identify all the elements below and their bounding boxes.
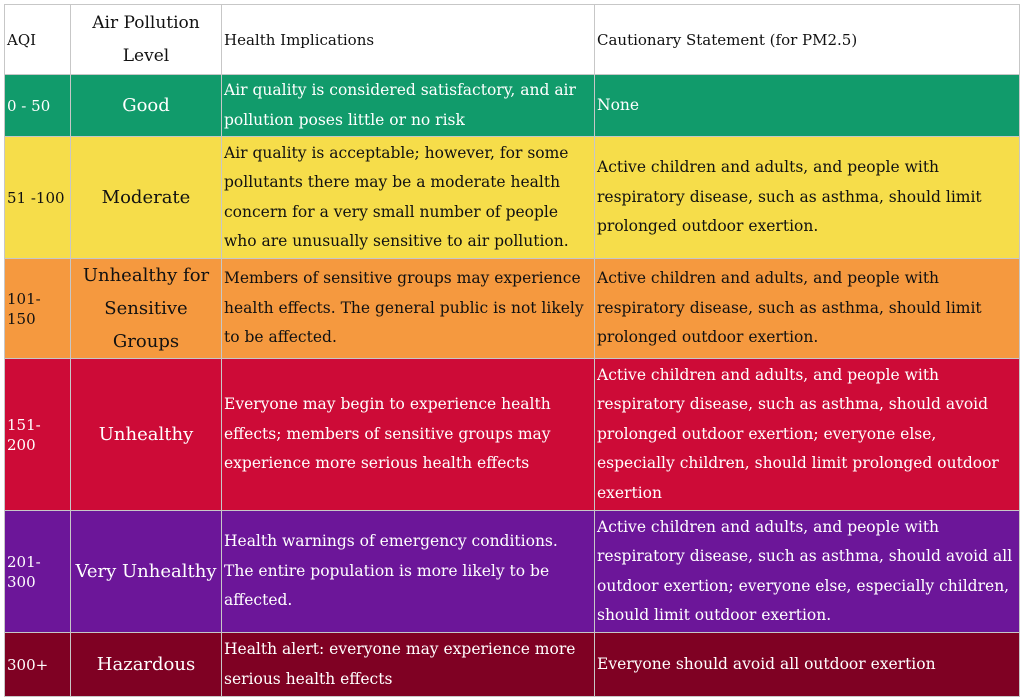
pollution-level-cell: Unhealthy <box>71 359 222 511</box>
aqi-range-cell: 101-150 <box>5 259 71 359</box>
header-cautionary-statement: Cautionary Statement (for PM2.5) <box>595 5 1020 75</box>
aqi-table <box>4 4 1020 697</box>
health-implications-cell: Air quality is acceptable; however, for some pollutants there may be a moderate health concern for a very small number of people who are unusually sensitive to air pollution. <box>222 137 595 259</box>
table-row-moderate <box>5 137 1020 259</box>
cautionary-statement-cell: None <box>595 75 1020 137</box>
table-body <box>5 75 1020 697</box>
cautionary-statement-cell: Active children and adults, and people with respiratory disease, such as asthma, should avoid all outdoor exertion; everyone else, especially children, should limit outdoor exertion. <box>595 511 1020 633</box>
header-aqi: AQI <box>5 5 71 75</box>
health-implications-cell: Health alert: everyone may experience more serious health effects <box>222 633 595 697</box>
table-row-hazardous <box>5 633 1020 697</box>
cautionary-statement-cell: Active children and adults, and people with respiratory disease, such as asthma, should avoid prolonged outdoor exertion; everyone else, especially children, should limit prolonged outdoor exertion <box>595 359 1020 511</box>
health-implications-cell: Members of sensitive groups may experience health effects. The general public is not likely to be affected. <box>222 259 595 359</box>
health-implications-cell: Health warnings of emergency conditions. The entire population is more likely to be affected. <box>222 511 595 633</box>
cautionary-statement-cell: Active children and adults, and people with respiratory disease, such as asthma, should limit prolonged outdoor exertion. <box>595 137 1020 259</box>
pollution-level-cell: Moderate <box>71 137 222 259</box>
table-row-very-unhealthy <box>5 511 1020 633</box>
table-row-unhealthy-for-sensitive-groups <box>5 259 1020 359</box>
pollution-level-cell: Good <box>71 75 222 137</box>
aqi-range-cell: 0 - 50 <box>5 75 71 137</box>
cautionary-statement-cell: Everyone should avoid all outdoor exertion <box>595 633 1020 697</box>
header-air-pollution-level: Air Pollution Level <box>71 5 222 75</box>
table-row-unhealthy <box>5 359 1020 511</box>
aqi-range-cell: 201-300 <box>5 511 71 633</box>
table-header <box>5 5 1020 75</box>
aqi-range-cell: 151-200 <box>5 359 71 511</box>
cautionary-statement-cell: Active children and adults, and people with respiratory disease, such as asthma, should limit prolonged outdoor exertion. <box>595 259 1020 359</box>
aqi-range-cell: 51 -100 <box>5 137 71 259</box>
pollution-level-cell: Hazardous <box>71 633 222 697</box>
pollution-level-cell: Very Unhealthy <box>71 511 222 633</box>
table-row-good <box>5 75 1020 137</box>
pollution-level-cell: Unhealthy for Sensitive Groups <box>71 259 222 359</box>
health-implications-cell: Everyone may begin to experience health effects; members of sensitive groups may experience more serious health effects <box>222 359 595 511</box>
header-health-implications: Health Implications <box>222 5 595 75</box>
health-implications-cell: Air quality is considered satisfactory, and air pollution poses little or no risk <box>222 75 595 137</box>
aqi-range-cell: 300+ <box>5 633 71 697</box>
header-row <box>5 5 1020 75</box>
